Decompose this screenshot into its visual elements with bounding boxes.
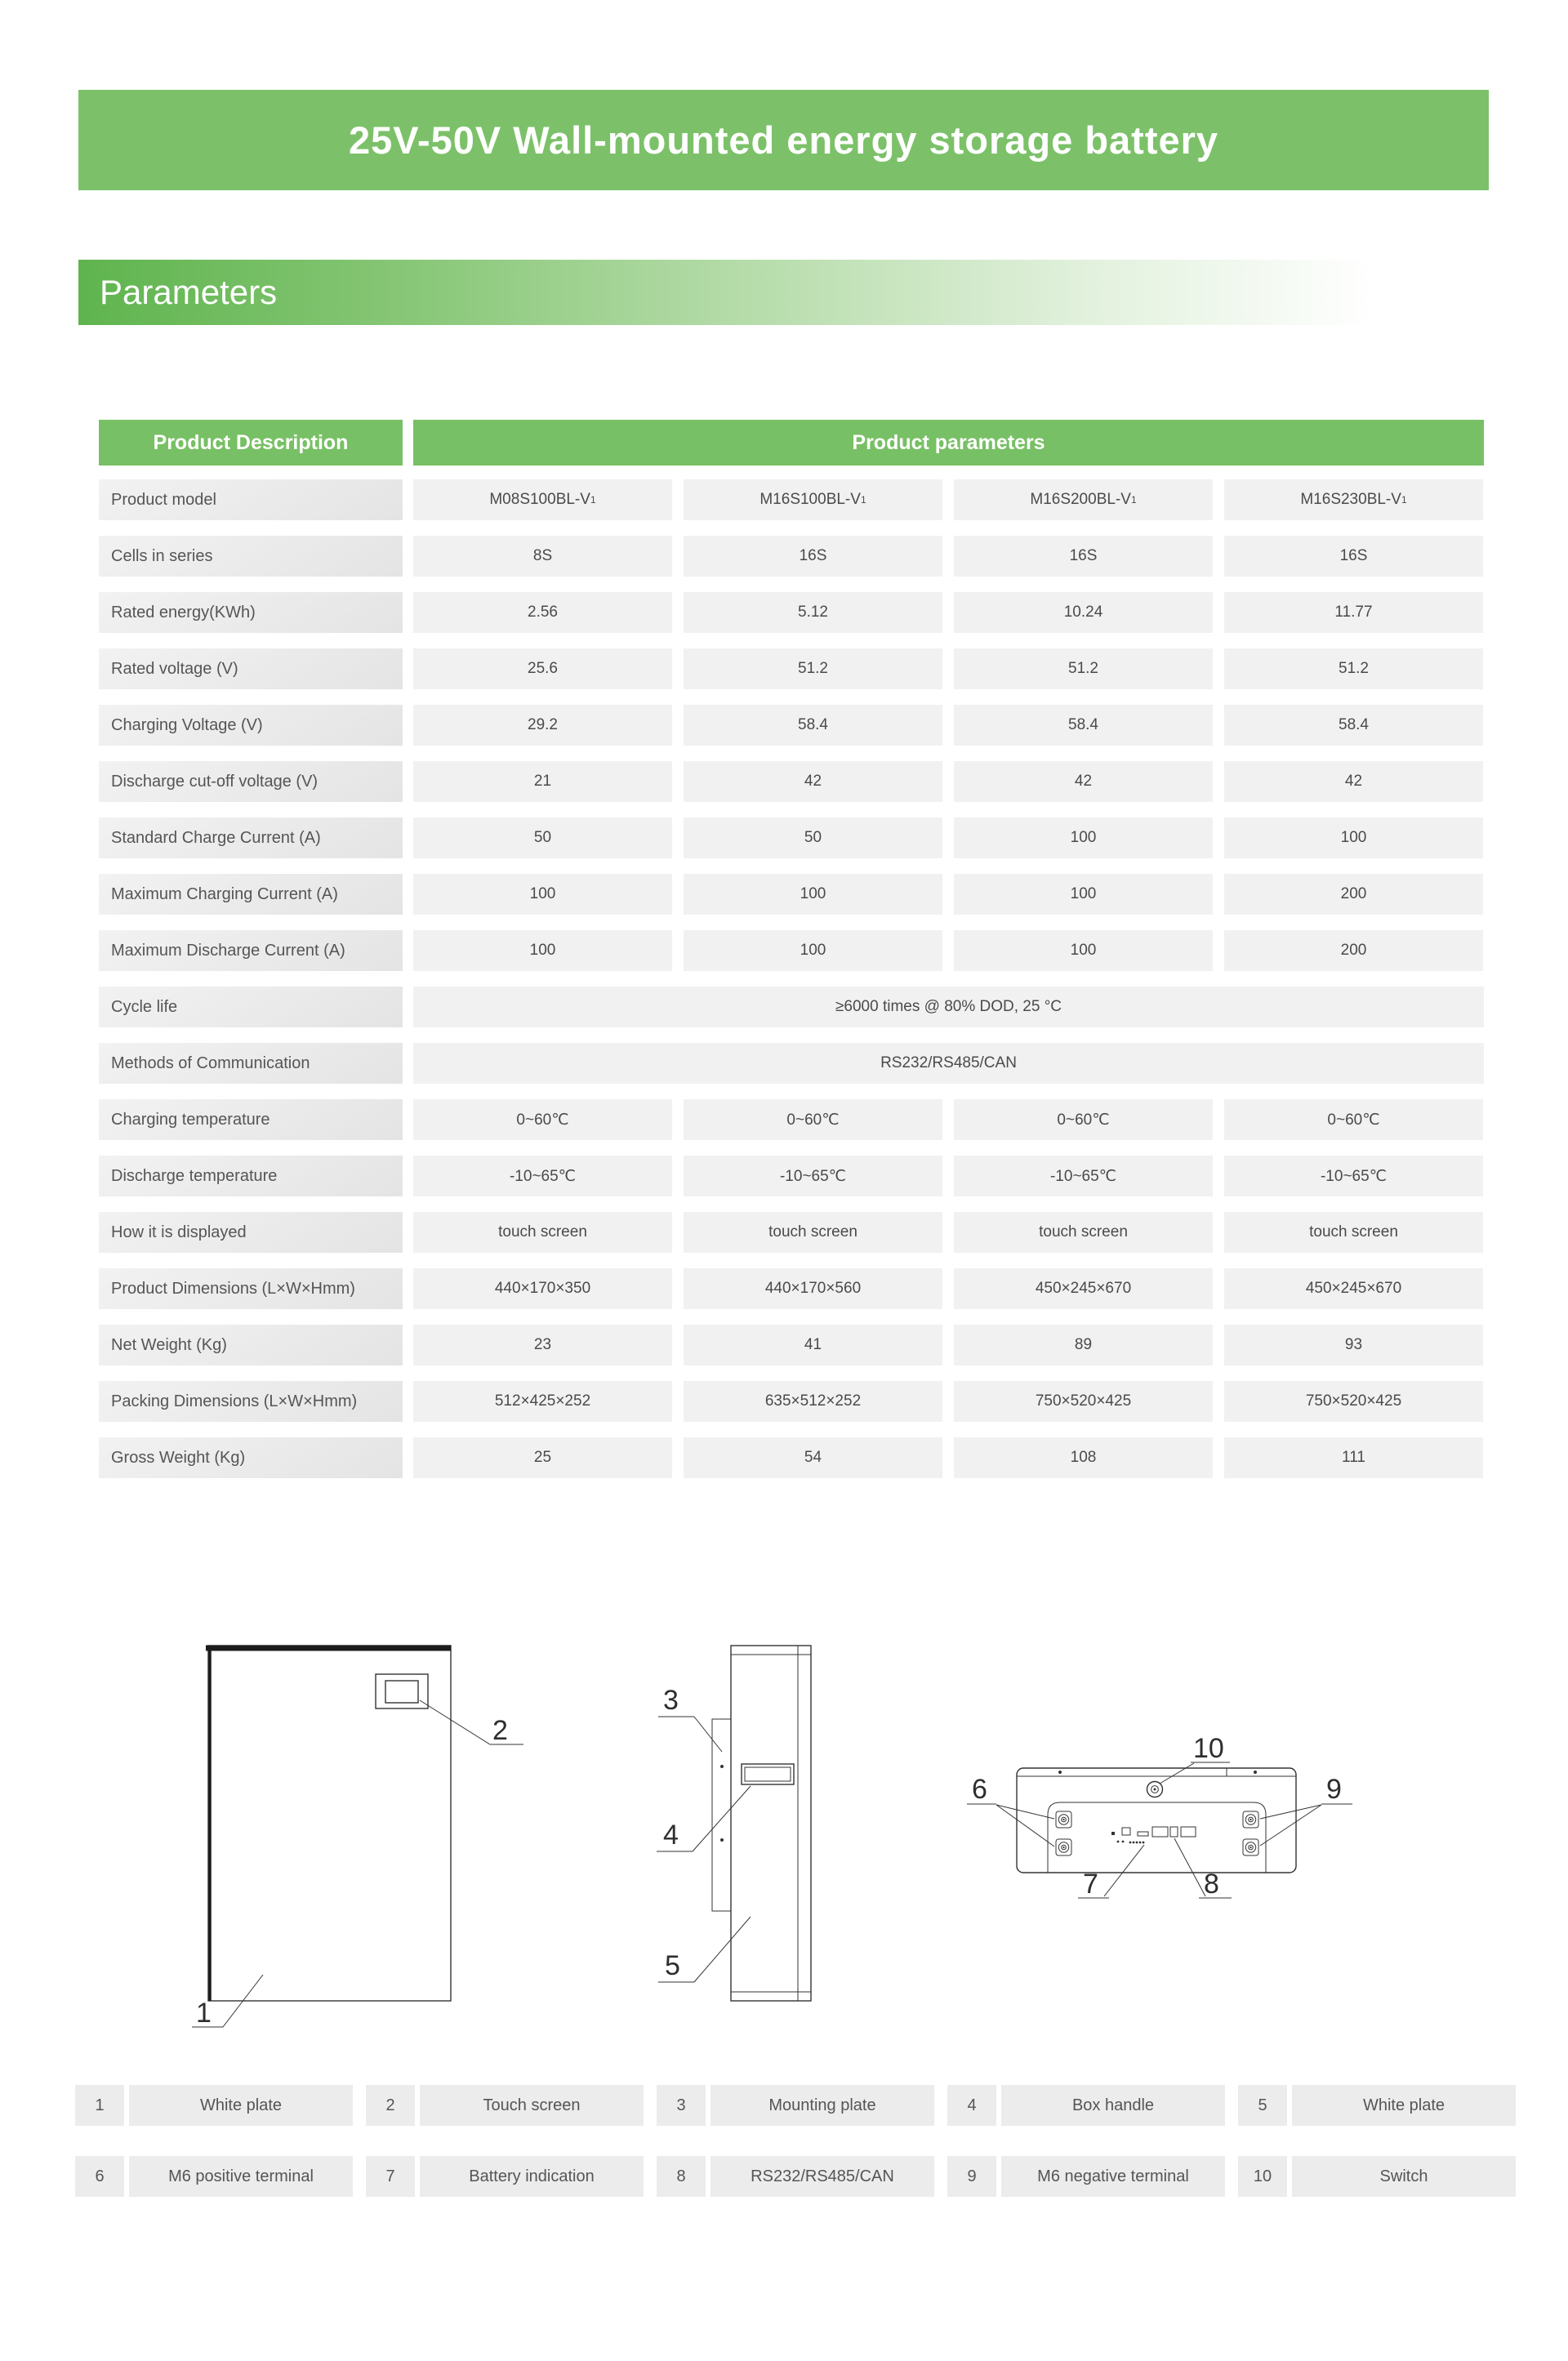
table-body (99, 536, 1485, 1478)
callout-label: 1 (196, 1998, 212, 2029)
table-header-row (99, 420, 1485, 466)
table-row (99, 1437, 1485, 1478)
table-row (99, 1156, 1485, 1196)
row-value: 51.2 (684, 648, 942, 689)
touch-screen-shape (376, 1674, 428, 1708)
table-row (99, 536, 1485, 577)
row-value: touch screen (413, 1212, 672, 1253)
row-value: 100 (954, 874, 1213, 915)
legend-item (657, 2156, 934, 2197)
row-value: -10~65℃ (954, 1156, 1213, 1196)
battery-indication-shape (1111, 1828, 1148, 1843)
row-label: Standard Charge Current (A) (99, 817, 403, 858)
row-value: 440×170×350 (413, 1268, 672, 1309)
row-label: Rated energy(KWh) (99, 592, 403, 633)
row-value: 0~60℃ (413, 1099, 672, 1140)
row-value: 750×520×425 (1224, 1381, 1483, 1422)
row-label: Product model (99, 479, 403, 520)
row-value: 93 (1224, 1325, 1483, 1365)
row-value: 200 (1224, 874, 1483, 915)
legend-item (947, 2085, 1225, 2126)
row-value: 58.4 (954, 705, 1213, 746)
callout-label: 5 (665, 1950, 680, 1981)
table-row (99, 1099, 1485, 1140)
row-label: How it is displayed (99, 1212, 403, 1253)
m6-negative-terminal-shape (1243, 1811, 1258, 1855)
spec-table (99, 420, 1485, 1494)
row-value: 100 (413, 874, 672, 915)
row-value: -10~65℃ (1224, 1156, 1483, 1196)
legend-item (1238, 2085, 1516, 2126)
row-value: 42 (1224, 761, 1483, 802)
row-value: 100 (1224, 817, 1483, 858)
model-name: M16S230BL-V (1300, 491, 1401, 508)
row-value: 0~60℃ (684, 1099, 942, 1140)
table-row-product-model (99, 479, 1485, 520)
row-value: 2.56 (413, 592, 672, 633)
legend-item (366, 2085, 644, 2126)
row-value: 21 (413, 761, 672, 802)
row-label: Charging Voltage (V) (99, 705, 403, 746)
row-value: 16S (684, 536, 942, 577)
legend-item (657, 2085, 934, 2126)
callout-label: 3 (663, 1685, 679, 1716)
top-view (967, 1733, 1352, 1900)
legend-number: 2 (366, 2085, 415, 2126)
row-value: 16S (1224, 536, 1483, 577)
legend-number: 8 (657, 2156, 706, 2197)
row-label: Packing Dimensions (L×W×Hmm) (99, 1381, 403, 1422)
table-row (99, 705, 1485, 746)
row-value: 0~60℃ (1224, 1099, 1483, 1140)
legend-number: 9 (947, 2156, 996, 2197)
legend-label: Box handle (1001, 2085, 1225, 2126)
technical-drawings (0, 1576, 1568, 2083)
parameters-section-bar (78, 260, 1374, 325)
legend-item (947, 2156, 1225, 2197)
product-description-header: Product Description (99, 420, 403, 466)
row-value: 54 (684, 1437, 942, 1478)
row-value: 635×512×252 (684, 1381, 942, 1422)
callout-label: 2 (492, 1715, 508, 1746)
page-title: 25V-50V Wall-mounted energy storage battery (348, 118, 1219, 162)
row-value: -10~65℃ (413, 1156, 672, 1196)
model-cell (954, 479, 1213, 520)
row-label: Discharge temperature (99, 1156, 403, 1196)
legend-number: 1 (75, 2085, 124, 2126)
section-title: Parameters (100, 273, 278, 311)
row-label: Gross Weight (Kg) (99, 1437, 403, 1478)
table-row (99, 987, 1485, 1027)
row-value: 512×425×252 (413, 1381, 672, 1422)
row-label: Rated voltage (V) (99, 648, 403, 689)
legend-label: White plate (129, 2085, 353, 2126)
model-subscript: 1 (1401, 494, 1407, 506)
row-value: 58.4 (1224, 705, 1483, 746)
row-value: 440×170×560 (684, 1268, 942, 1309)
mounting-plate-shape (712, 1719, 731, 1911)
legend-item (1238, 2156, 1516, 2197)
row-value: 8S (413, 536, 672, 577)
row-value: 29.2 (413, 705, 672, 746)
row-value: 58.4 (684, 705, 942, 746)
row-value: 25.6 (413, 648, 672, 689)
table-row (99, 1043, 1485, 1084)
row-label: Discharge cut-off voltage (V) (99, 761, 403, 802)
row-label: Maximum Discharge Current (A) (99, 930, 403, 971)
legend-label: RS232/RS485/CAN (710, 2156, 934, 2197)
model-name: M16S100BL-V (760, 491, 861, 508)
callout-label: 9 (1326, 1774, 1342, 1805)
model-name: M16S200BL-V (1030, 491, 1131, 508)
table-row (99, 1325, 1485, 1365)
legend-number: 3 (657, 2085, 706, 2126)
model-cell (413, 479, 672, 520)
callout-label: 4 (663, 1820, 679, 1851)
callout-label: 8 (1204, 1869, 1219, 1900)
model-name: M08S100BL-V (489, 491, 590, 508)
row-value: 51.2 (1224, 648, 1483, 689)
row-value: 50 (413, 817, 672, 858)
row-value: 51.2 (954, 648, 1213, 689)
legend-label: M6 positive terminal (129, 2156, 353, 2197)
row-value: touch screen (954, 1212, 1213, 1253)
model-cell (684, 479, 942, 520)
row-value: 100 (684, 930, 942, 971)
row-value: 750×520×425 (954, 1381, 1213, 1422)
title-banner (78, 90, 1489, 190)
model-subscript: 1 (590, 494, 596, 506)
row-label: Product Dimensions (L×W×Hmm) (99, 1268, 403, 1309)
row-value: 16S (954, 536, 1213, 577)
legend-item (75, 2085, 353, 2126)
legend-row-2 (75, 2156, 1516, 2197)
row-value: 450×245×670 (1224, 1268, 1483, 1309)
front-view (192, 1646, 523, 2029)
row-value: 41 (684, 1325, 942, 1365)
row-value: 450×245×670 (954, 1268, 1213, 1309)
callout-label: 7 (1083, 1869, 1098, 1900)
table-row (99, 1212, 1485, 1253)
row-value: 100 (954, 930, 1213, 971)
row-value-spanning: RS232/RS485/CAN (413, 1043, 1484, 1084)
row-value: 111 (1224, 1437, 1483, 1478)
row-value: 42 (954, 761, 1213, 802)
table-row (99, 761, 1485, 802)
model-subscript: 1 (1130, 494, 1137, 506)
communication-ports-shape (1152, 1827, 1196, 1837)
row-value: 100 (954, 817, 1213, 858)
callout-label: 6 (972, 1774, 987, 1805)
legend-number: 7 (366, 2156, 415, 2197)
box-handle-shape (742, 1764, 794, 1784)
product-parameters-header: Product parameters (413, 420, 1484, 466)
row-value: 200 (1224, 930, 1483, 971)
legend-label: Mounting plate (710, 2085, 934, 2126)
row-value: 11.77 (1224, 592, 1483, 633)
row-value: touch screen (1224, 1212, 1483, 1253)
legend-label: Battery indication (420, 2156, 644, 2197)
row-label: Net Weight (Kg) (99, 1325, 403, 1365)
callout-label: 10 (1193, 1733, 1224, 1764)
row-label: Charging temperature (99, 1099, 403, 1140)
table-row (99, 592, 1485, 633)
legend-number: 6 (75, 2156, 124, 2197)
row-value: 23 (413, 1325, 672, 1365)
row-value: touch screen (684, 1212, 942, 1253)
model-subscript: 1 (860, 494, 866, 506)
legend-number: 4 (947, 2085, 996, 2126)
row-value: 25 (413, 1437, 672, 1478)
m6-positive-terminal-shape (1056, 1811, 1071, 1855)
legend-label: M6 negative terminal (1001, 2156, 1225, 2197)
row-value: 100 (684, 874, 942, 915)
row-label: Methods of Communication (99, 1043, 403, 1084)
side-view (657, 1646, 811, 2001)
legend-number: 10 (1238, 2156, 1287, 2197)
row-value: 108 (954, 1437, 1213, 1478)
table-row (99, 1381, 1485, 1422)
table-row (99, 930, 1485, 971)
legend-item (75, 2156, 353, 2197)
legend-label: White plate (1292, 2085, 1516, 2126)
row-value: 89 (954, 1325, 1213, 1365)
row-value: 0~60℃ (954, 1099, 1213, 1140)
switch-shape (1147, 1782, 1163, 1797)
row-label: Cells in series (99, 536, 403, 577)
row-value: 5.12 (684, 592, 942, 633)
legend-row-1 (75, 2085, 1516, 2126)
row-value: 100 (413, 930, 672, 971)
row-value-spanning: ≥6000 times @ 80% DOD, 25 °C (413, 987, 1484, 1027)
legend-item (366, 2156, 644, 2197)
legend-label: Touch screen (420, 2085, 644, 2126)
table-row (99, 874, 1485, 915)
legend-number: 5 (1238, 2085, 1287, 2126)
table-row (99, 648, 1485, 689)
model-cell (1224, 479, 1483, 520)
table-row (99, 1268, 1485, 1309)
row-value: 50 (684, 817, 942, 858)
row-value: -10~65℃ (684, 1156, 942, 1196)
row-label: Cycle life (99, 987, 403, 1027)
table-row (99, 817, 1485, 858)
row-label: Maximum Charging Current (A) (99, 874, 403, 915)
legend-label: Switch (1292, 2156, 1516, 2197)
row-value: 42 (684, 761, 942, 802)
row-value: 10.24 (954, 592, 1213, 633)
